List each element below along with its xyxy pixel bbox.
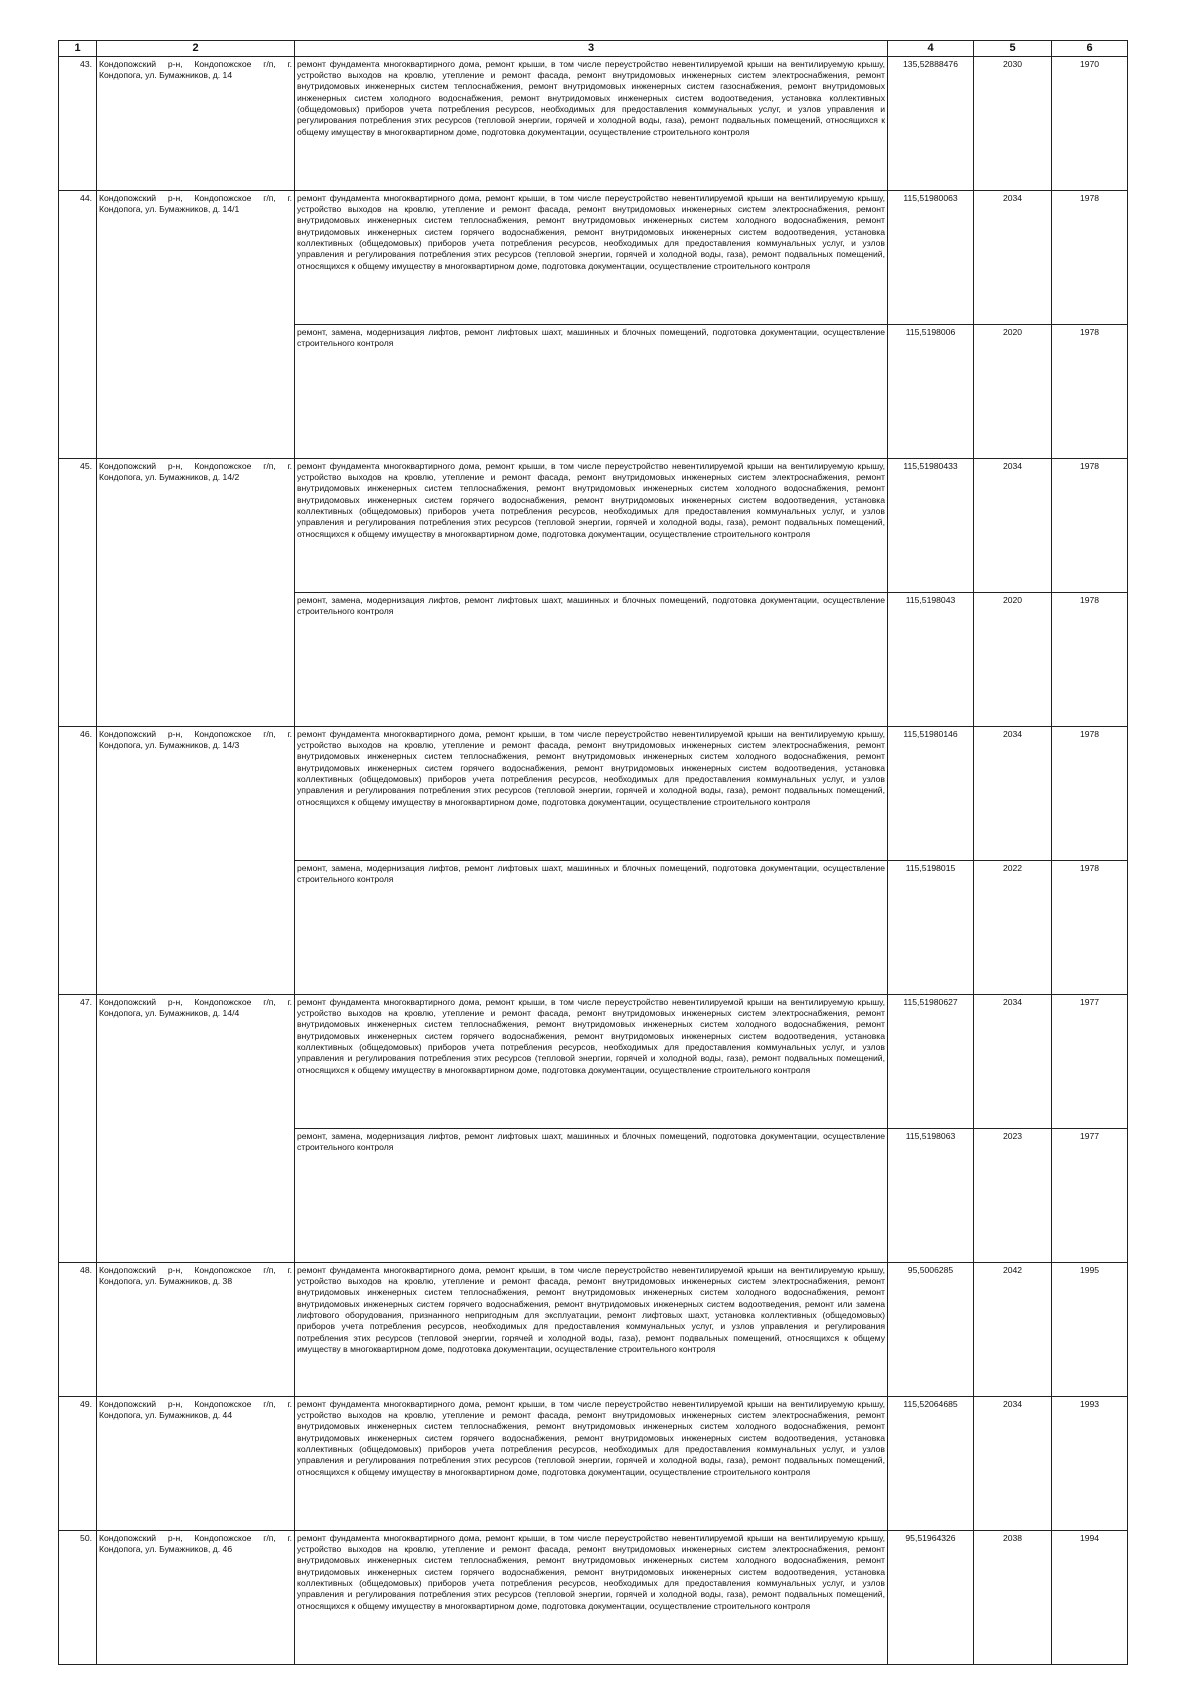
build-year-cell: 1978 [1052, 324, 1128, 458]
work-description-cell: ремонт фундамента многоквартирного дома, ремонт крыши, в том числе переустройство невентилируемой крыши на вентилируемую крышу, устройство выходов на кровлю, утепление и ремонт фасада, ремонт внутридомовых инженерных систем электроснабжения, ремонт внутридомовых инженерных систем теплоснабжения, ремонт внутридомовых инженерных систем холодного водоснабжения, ремонт внутридомовых инженерных систем горячего водоснабжения, ремонт внутридомовых инженерных систем водоотведения, установка коллективных (общедомовых) приборов учета потребления ресурсов, необходимых для предоставления коммунальных услуг, и узлов управления и регулирования потребления этих ресурсов (тепловой энергии, горячей и холодной воды, газа), ремонт подвальных помещений, относящихся к общему имуществу в многоквартирном доме, подготовка документации, осуществление строительного контроля [295, 1396, 888, 1530]
table-row [59, 994, 1128, 1128]
work-description-cell: ремонт фундамента многоквартирного дома, ремонт крыши, в том числе переустройство невентилируемой крыши на вентилируемую крышу, устройство выходов на кровлю, утепление и ремонт фасада, ремонт внутридомовых инженерных систем электроснабжения, ремонт внутридомовых инженерных систем теплоснабжения, ремонт внутридомовых инженерных систем холодного водоснабжения, ремонт внутридомовых инженерных систем горячего водоснабжения, ремонт внутридомовых инженерных систем водоотведения, ремонт или замена лифтового оборудования, признанного непригодным для эксплуатации, ремонт лифтовых шахт, установка коллективных (общедомовых) приборов учета потребления ресурсов, необходимых для предоставления коммунальных услуг, и узлов управления и регулирования потребления этих ресурсов (тепловой энергии, горячей и холодной воды, газа), ремонт подвальных помещений, относящихся к общему имуществу в многоквартирном доме, подготовка документации, осуществление строительного контроля [295, 1262, 888, 1396]
planned-year-cell: 2042 [974, 1262, 1052, 1396]
row-number: 50. [59, 1530, 97, 1664]
cost-cell: 115,5198015 [888, 860, 974, 994]
cost-cell: 115,51980627 [888, 994, 974, 1128]
planned-year-cell: 2034 [974, 190, 1052, 324]
cost-cell: 115,51980063 [888, 190, 974, 324]
cost-cell: 115,5198006 [888, 324, 974, 458]
table-row [59, 1396, 1128, 1530]
address-cell: Кондопожский р-н, Кондопожское г/п, г. Кондопога, ул. Бумажников, д. 14/1 [97, 190, 295, 458]
planned-year-cell: 2030 [974, 56, 1052, 190]
address-cell: Кондопожский р-н, Кондопожское г/п, г. Кондопога, ул. Бумажников, д. 44 [97, 1396, 295, 1530]
build-year-cell: 1995 [1052, 1262, 1128, 1396]
address-cell: Кондопожский р-н, Кондопожское г/п, г. Кондопога, ул. Бумажников, д. 14/2 [97, 458, 295, 726]
row-number: 44. [59, 190, 97, 458]
planned-year-cell: 2034 [974, 994, 1052, 1128]
work-description-cell: ремонт фундамента многоквартирного дома, ремонт крыши, в том числе переустройство невентилируемой крыши на вентилируемую крышу, устройство выходов на кровлю, утепление и ремонт фасада, ремонт внутридомовых инженерных систем электроснабжения, ремонт внутридомовых инженерных систем теплоснабжения, ремонт внутридомовых инженерных систем холодного водоснабжения, ремонт внутридомовых инженерных систем горячего водоснабжения, ремонт внутридомовых инженерных систем водоотведения, установка коллективных (общедомовых) приборов учета потребления ресурсов, необходимых для предоставления коммунальных услуг, и узлов управления и регулирования потребления этих ресурсов (тепловой энергии, горячей и холодной воды, газа), ремонт подвальных помещений, относящихся к общему имуществу в многоквартирном доме, подготовка документации, осуществление строительного контроля [295, 458, 888, 592]
build-year-cell: 1978 [1052, 190, 1128, 324]
column-header-5: 5 [974, 41, 1052, 57]
build-year-cell: 1977 [1052, 1128, 1128, 1262]
row-number: 46. [59, 726, 97, 994]
address-cell: Кондопожский р-н, Кондопожское г/п, г. Кондопога, ул. Бумажников, д. 46 [97, 1530, 295, 1664]
table-row [59, 1262, 1128, 1396]
planned-year-cell: 2034 [974, 1396, 1052, 1530]
table-body [59, 56, 1128, 1664]
cost-cell: 115,5198043 [888, 592, 974, 726]
table-row [59, 1530, 1128, 1664]
work-description-cell: ремонт фундамента многоквартирного дома, ремонт крыши, в том числе переустройство невентилируемой крыши на вентилируемую крышу, устройство выходов на кровлю, утепление и ремонт фасада, ремонт внутридомовых инженерных систем электроснабжения, ремонт внутридомовых инженерных систем теплоснабжения, ремонт внутридомовых инженерных систем холодного водоснабжения, ремонт внутридомовых инженерных систем горячего водоснабжения, ремонт внутридомовых инженерных систем водоотведения, установка коллективных (общедомовых) приборов учета потребления ресурсов, необходимых для предоставления коммунальных услуг, и узлов управления и регулирования потребления этих ресурсов (тепловой энергии, горячей и холодной воды, газа), ремонт подвальных помещений, относящихся к общему имуществу в многоквартирном доме, подготовка документации, осуществление строительного контроля [295, 726, 888, 860]
planned-year-cell: 2038 [974, 1530, 1052, 1664]
row-number: 47. [59, 994, 97, 1262]
table-row [59, 726, 1128, 860]
work-description-cell: ремонт, замена, модернизация лифтов, ремонт лифтовых шахт, машинных и блочных помещений, подготовка документации, осуществление строительного контроля [295, 324, 888, 458]
table-header [59, 41, 1128, 57]
cost-cell: 115,5198063 [888, 1128, 974, 1262]
capital-repair-table [58, 40, 1128, 1665]
column-header-1: 1 [59, 41, 97, 57]
address-cell: Кондопожский р-н, Кондопожское г/п, г. Кондопога, ул. Бумажников, д. 14/3 [97, 726, 295, 994]
cost-cell: 95,51964326 [888, 1530, 974, 1664]
planned-year-cell: 2034 [974, 458, 1052, 592]
planned-year-cell: 2034 [974, 726, 1052, 860]
build-year-cell: 1978 [1052, 458, 1128, 592]
cost-cell: 135,52888476 [888, 56, 974, 190]
work-description-cell: ремонт фундамента многоквартирного дома, ремонт крыши, в том числе переустройство невентилируемой крыши на вентилируемую крышу, устройство выходов на кровлю, утепление и ремонт фасада, ремонт внутридомовых инженерных систем электроснабжения, ремонт внутридомовых инженерных систем теплоснабжения, ремонт внутридомовых инженерных систем газоснабжения, ремонт внутридомовых инженерных систем холодного водоснабжения, ремонт внутридомовых инженерных систем водоотведения, установка коллективных (общедомовых) приборов учета потребления ресурсов, необходимых для предоставления коммунальных услуг, и узлов управления и регулирования потребления этих ресурсов (тепловой энергии, горячей и холодной воды, газа), ремонт подвальных помещений, относящихся к общему имуществу в многоквартирном доме, подготовка документации, осуществление строительного контроля [295, 56, 888, 190]
build-year-cell: 1970 [1052, 56, 1128, 190]
column-header-6: 6 [1052, 41, 1128, 57]
build-year-cell: 1978 [1052, 726, 1128, 860]
work-description-cell: ремонт фундамента многоквартирного дома, ремонт крыши, в том числе переустройство невентилируемой крыши на вентилируемую крышу, устройство выходов на кровлю, утепление и ремонт фасада, ремонт внутридомовых инженерных систем электроснабжения, ремонт внутридомовых инженерных систем теплоснабжения, ремонт внутридомовых инженерных систем холодного водоснабжения, ремонт внутридомовых инженерных систем горячего водоснабжения, ремонт внутридомовых инженерных систем водоотведения, установка коллективных (общедомовых) приборов учета потребления ресурсов, необходимых для предоставления коммунальных услуг, и узлов управления и регулирования потребления этих ресурсов (тепловой энергии, горячей и холодной воды, газа), ремонт подвальных помещений, относящихся к общему имуществу в многоквартирном доме, подготовка документации, осуществление строительного контроля [295, 1530, 888, 1664]
cost-cell: 95,5006285 [888, 1262, 974, 1396]
cost-cell: 115,51980433 [888, 458, 974, 592]
build-year-cell: 1978 [1052, 592, 1128, 726]
row-number: 48. [59, 1262, 97, 1396]
address-cell: Кондопожский р-н, Кондопожское г/п, г. Кондопога, ул. Бумажников, д. 38 [97, 1262, 295, 1396]
planned-year-cell: 2020 [974, 324, 1052, 458]
row-number: 43. [59, 56, 97, 190]
row-number: 45. [59, 458, 97, 726]
planned-year-cell: 2023 [974, 1128, 1052, 1262]
column-header-3: 3 [295, 41, 888, 57]
build-year-cell: 1977 [1052, 994, 1128, 1128]
planned-year-cell: 2022 [974, 860, 1052, 994]
build-year-cell: 1978 [1052, 860, 1128, 994]
work-description-cell: ремонт, замена, модернизация лифтов, ремонт лифтовых шахт, машинных и блочных помещений, подготовка документации, осуществление строительного контроля [295, 592, 888, 726]
address-cell: Кондопожский р-н, Кондопожское г/п, г. Кондопога, ул. Бумажников, д. 14/4 [97, 994, 295, 1262]
table-row [59, 458, 1128, 592]
table-row [59, 190, 1128, 324]
table-row [59, 56, 1128, 190]
column-header-4: 4 [888, 41, 974, 57]
build-year-cell: 1994 [1052, 1530, 1128, 1664]
address-cell: Кондопожский р-н, Кондопожское г/п, г. Кондопога, ул. Бумажников, д. 14 [97, 56, 295, 190]
cost-cell: 115,51980146 [888, 726, 974, 860]
work-description-cell: ремонт, замена, модернизация лифтов, ремонт лифтовых шахт, машинных и блочных помещений, подготовка документации, осуществление строительного контроля [295, 860, 888, 994]
row-number: 49. [59, 1396, 97, 1530]
cost-cell: 115,52064685 [888, 1396, 974, 1530]
work-description-cell: ремонт, замена, модернизация лифтов, ремонт лифтовых шахт, машинных и блочных помещений, подготовка документации, осуществление строительного контроля [295, 1128, 888, 1262]
build-year-cell: 1993 [1052, 1396, 1128, 1530]
work-description-cell: ремонт фундамента многоквартирного дома, ремонт крыши, в том числе переустройство невентилируемой крыши на вентилируемую крышу, устройство выходов на кровлю, утепление и ремонт фасада, ремонт внутридомовых инженерных систем электроснабжения, ремонт внутридомовых инженерных систем теплоснабжения, ремонт внутридомовых инженерных систем холодного водоснабжения, ремонт внутридомовых инженерных систем горячего водоснабжения, ремонт внутридомовых инженерных систем водоотведения, установка коллективных (общедомовых) приборов учета потребления ресурсов, необходимых для предоставления коммунальных услуг, и узлов управления и регулирования потребления этих ресурсов (тепловой энергии, горячей и холодной воды, газа), ремонт подвальных помещений, относящихся к общему имуществу в многоквартирном доме, подготовка документации, осуществление строительного контроля [295, 190, 888, 324]
work-description-cell: ремонт фундамента многоквартирного дома, ремонт крыши, в том числе переустройство невентилируемой крыши на вентилируемую крышу, устройство выходов на кровлю, утепление и ремонт фасада, ремонт внутридомовых инженерных систем электроснабжения, ремонт внутридомовых инженерных систем теплоснабжения, ремонт внутридомовых инженерных систем холодного водоснабжения, ремонт внутридомовых инженерных систем горячего водоснабжения, ремонт внутридомовых инженерных систем водоотведения, установка коллективных (общедомовых) приборов учета потребления ресурсов, необходимых для предоставления коммунальных услуг, и узлов управления и регулирования потребления этих ресурсов (тепловой энергии, горячей и холодной воды, газа), ремонт подвальных помещений, относящихся к общему имуществу в многоквартирном доме, подготовка документации, осуществление строительного контроля [295, 994, 888, 1128]
planned-year-cell: 2020 [974, 592, 1052, 726]
column-header-2: 2 [97, 41, 295, 57]
